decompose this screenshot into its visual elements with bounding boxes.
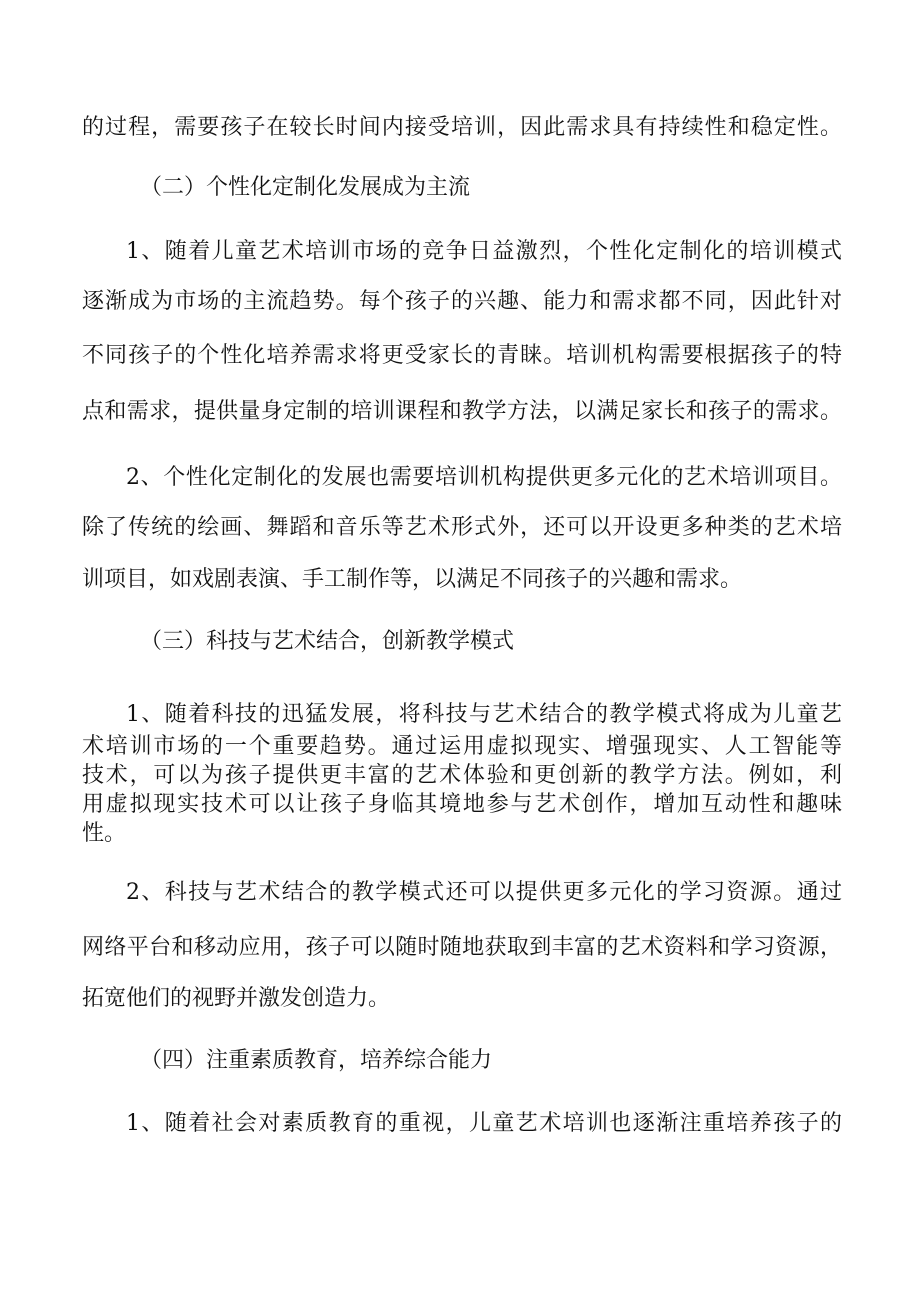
section-heading-4: （四）注重素质教育，培养综合能力 xyxy=(140,1048,493,1073)
paragraph-line: 拓宽他们的视野并激发创造力。 xyxy=(82,986,391,1011)
paragraph-line: 逐渐成为市场的主流趋势。每个孩子的兴趣、能力和需求都不同，因此针对 xyxy=(82,289,842,314)
paragraph-line: 性。 xyxy=(82,821,127,846)
section-heading-2: （二）个性化定制化发展成为主流 xyxy=(140,175,471,200)
section-heading-3: （三）科技与艺术结合，创新教学模式 xyxy=(140,629,515,654)
paragraph-line: 除了传统的绘画、舞蹈和音乐等艺术形式外，还可以开设更多种类的艺术培 xyxy=(82,515,842,540)
paragraph-line: 术培训市场的一个重要趋势。通过运用虚拟现实、增强现实、人工智能等 xyxy=(82,734,842,759)
paragraph-line: 1、随着科技的迅猛发展，将科技与艺术结合的教学模式将成为儿童艺 xyxy=(126,702,842,727)
paragraph-line: 用虚拟现实技术可以让孩子身临其境地参与艺术创作，增加互动性和趣味 xyxy=(82,792,842,817)
paragraph-line: 点和需求，提供量身定制的培训课程和教学方法，以满足家长和孩子的需求。 xyxy=(82,399,842,424)
paragraph-line: 1、随着社会对素质教育的重视，儿童艺术培训也逐渐注重培养孩子的 xyxy=(126,1111,842,1136)
paragraph-line: 不同孩子的个性化培养需求将更受家长的青睐。培训机构需要根据孩子的特 xyxy=(82,343,842,368)
paragraph-line: 2、个性化定制化的发展也需要培训机构提供更多元化的艺术培训项目。 xyxy=(126,465,842,490)
paragraph-line: 网络平台和移动应用，孩子可以随时随地获取到丰富的艺术资料和学习资源， xyxy=(82,935,842,960)
paragraph-line: 技术，可以为孩子提供更丰富的艺术体验和更创新的教学方法。例如，利 xyxy=(82,763,842,788)
paragraph-line: 训项目，如戏剧表演、手工制作等，以满足不同孩子的兴趣和需求。 xyxy=(82,567,743,592)
paragraph-line: 1、随着儿童艺术培训市场的竞争日益激烈，个性化定制化的培训模式 xyxy=(126,239,842,264)
paragraph-line: 的过程，需要孩子在较长时间内接受培训，因此需求具有持续性和稳定性。 xyxy=(82,115,842,140)
paragraph-line: 2、科技与艺术结合的教学模式还可以提供更多元化的学习资源。通过 xyxy=(126,880,842,905)
